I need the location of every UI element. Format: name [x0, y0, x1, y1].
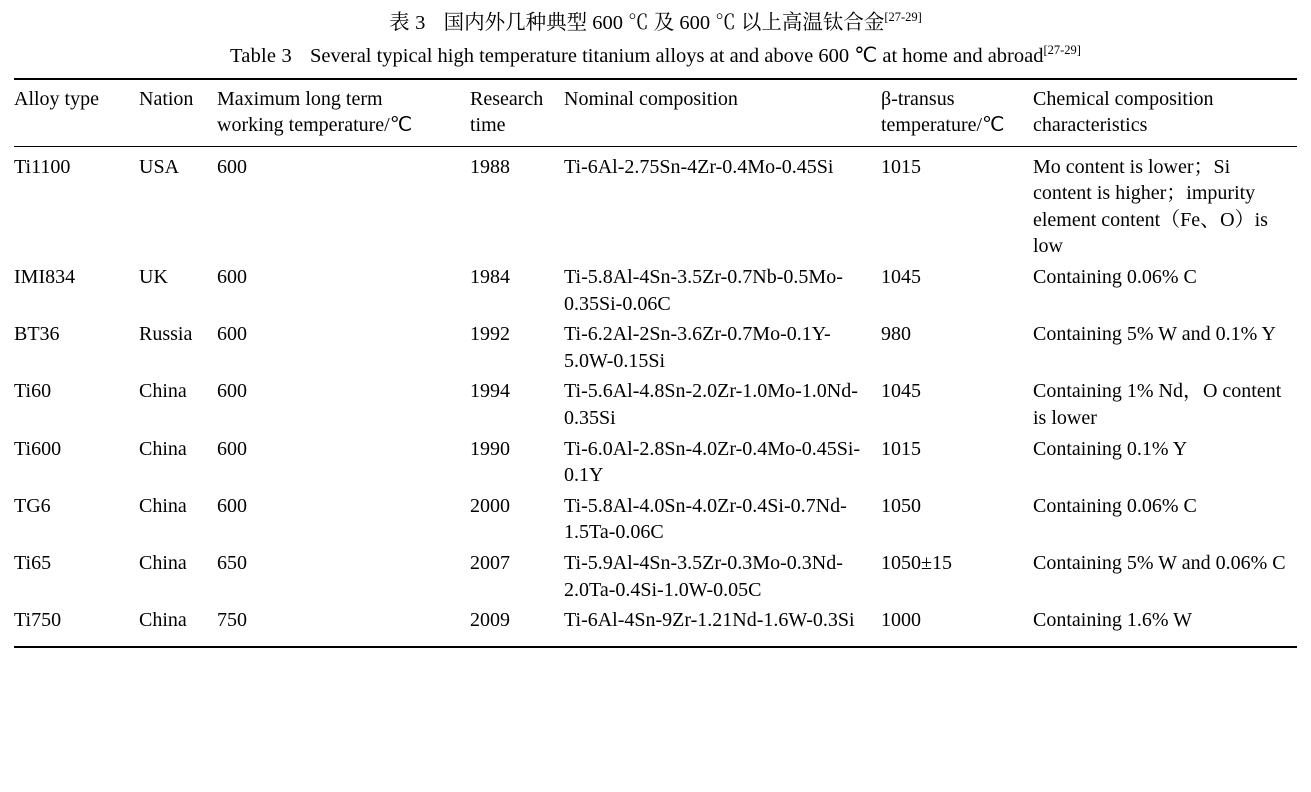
cell-research-time: 1992 [470, 323, 510, 346]
table-row [14, 319, 1297, 376]
column-header-chemical-composition-characteristics-line1: Chemical composition [1033, 87, 1214, 110]
cell-chemical-composition-characteristics: Mo content is lower；Si content is higher；impurity element content（Fe、O）is low [1033, 155, 1268, 258]
column-header-max-working-temperature-line1: Maximum long term [217, 87, 383, 110]
table-row [14, 491, 1297, 548]
cell-nation: Russia [139, 323, 193, 346]
cell-nation: UK [139, 266, 168, 289]
column-header-max-working-temperature-line2: working temperature/℃ [217, 114, 413, 137]
caption-chinese-reference: [27-29] [884, 10, 922, 25]
cell-beta-transus-temperature: 1015 [881, 437, 921, 460]
cell-research-time: 2007 [470, 552, 510, 574]
column-header-beta-transus-temperature-line2: temperature/℃ [881, 114, 1005, 137]
column-header-alloy-type-line1: Alloy type [14, 87, 99, 110]
cell-max-working-temperature: 750 [217, 609, 247, 632]
cell-beta-transus-temperature: 1045 [881, 266, 921, 289]
table-row [14, 146, 1297, 262]
cell-alloy-type: IMI834 [14, 266, 76, 289]
alloys-table [14, 78, 1297, 646]
column-header-beta-transus-temperature [881, 79, 1033, 147]
table-row [14, 548, 1297, 605]
cell-alloy-type: Ti65 [14, 552, 52, 574]
cell-beta-transus-temperature: 1050±15 [881, 552, 952, 574]
cell-nation: China [139, 552, 187, 574]
cell-nominal-composition: Ti-5.9Al-4Sn-3.5Zr-0.3Mo-0.3Nd-2.0Ta-0.4Si-1.0W-0.05C [564, 552, 843, 601]
column-header-nominal-composition-line1: Nominal composition [564, 87, 738, 110]
cell-nation: USA [139, 155, 180, 178]
cell-nominal-composition: Ti-6Al-4Sn-9Zr-1.21Nd-1.6W-0.3Si [564, 609, 855, 632]
cell-research-time: 1994 [470, 380, 510, 403]
caption-english-label: Table 3 [230, 44, 293, 67]
table-header [14, 79, 1297, 147]
cell-chemical-composition-characteristics: Containing 5% W and 0.06% C [1033, 552, 1286, 574]
column-header-research-time-line2: time [470, 114, 506, 137]
caption-chinese [14, 8, 1297, 39]
cell-nation: China [139, 437, 187, 460]
table-row [14, 376, 1297, 433]
caption-chinese-text: 国内外几种典型 600 ℃ 及 600 ℃ 以上高温钛合金 [443, 12, 885, 34]
caption-chinese-label: 表 3 [389, 12, 426, 34]
column-header-nominal-composition [564, 79, 881, 147]
cell-nominal-composition: Ti-5.8Al-4.0Sn-4.0Zr-0.4Si-0.7Nd-1.5Ta-0.06C [564, 494, 847, 544]
cell-nominal-composition: Ti-5.8Al-4Sn-3.5Zr-0.7Nb-0.5Mo-0.35Si-0.06C [564, 266, 843, 315]
cell-chemical-composition-characteristics: Containing 0.06% C [1033, 494, 1197, 517]
cell-alloy-type: Ti750 [14, 609, 62, 632]
cell-nominal-composition: Ti-6Al-2.75Sn-4Zr-0.4Mo-0.45Si [564, 155, 834, 178]
column-header-nation [139, 79, 217, 147]
column-header-chemical-composition-characteristics [1033, 79, 1297, 147]
cell-nominal-composition: Ti-6.0Al-2.8Sn-4.0Zr-0.4Mo-0.45Si-0.1Y [564, 437, 861, 487]
cell-nominal-composition: Ti-6.2Al-2Sn-3.6Zr-0.7Mo-0.1Y-5.0W-0.15Si [564, 323, 831, 372]
table-header-row [14, 79, 1297, 147]
cell-max-working-temperature: 600 [217, 323, 247, 346]
table-body [14, 146, 1297, 646]
cell-max-working-temperature: 600 [217, 437, 247, 460]
cell-nation: China [139, 494, 187, 517]
cell-research-time: 2009 [470, 609, 510, 632]
cell-alloy-type: Ti600 [14, 437, 62, 460]
cell-research-time: 1990 [470, 437, 510, 460]
column-header-research-time-line1: Research [470, 87, 544, 110]
cell-chemical-composition-characteristics: Containing 0.1% Y [1033, 437, 1188, 460]
cell-max-working-temperature: 600 [217, 266, 247, 289]
cell-beta-transus-temperature: 1050 [881, 494, 921, 517]
cell-nation: China [139, 609, 187, 632]
column-header-nation-line1: Nation [139, 87, 194, 110]
cell-max-working-temperature: 600 [217, 380, 247, 403]
cell-research-time: 1984 [470, 266, 510, 289]
cell-beta-transus-temperature: 980 [881, 323, 911, 346]
caption-english-reference: [27-29] [1043, 42, 1081, 57]
table-row [14, 434, 1297, 491]
table-row [14, 605, 1297, 646]
cell-chemical-composition-characteristics: Containing 1% Nd，O content is lower [1033, 380, 1282, 430]
caption-english-text: Several typical high temperature titanium alloys at and above 600 ℃ at home and abroad [310, 44, 1044, 67]
cell-max-working-temperature: 650 [217, 552, 247, 574]
cell-nation: China [139, 380, 187, 403]
table-bottom-rule [14, 646, 1297, 648]
cell-max-working-temperature: 600 [217, 494, 247, 517]
cell-beta-transus-temperature: 1045 [881, 380, 921, 403]
cell-chemical-composition-characteristics: Containing 0.06% C [1033, 266, 1197, 289]
column-header-chemical-composition-characteristics-line2: characteristics [1033, 114, 1148, 137]
cell-alloy-type: TG6 [14, 494, 51, 517]
column-header-research-time [470, 79, 564, 147]
cell-chemical-composition-characteristics: Containing 1.6% W [1033, 609, 1193, 632]
cell-alloy-type: Ti60 [14, 380, 52, 403]
column-header-beta-transus-temperature-line1: β-transus [881, 87, 955, 110]
column-header-alloy-type [14, 79, 139, 147]
caption-english [14, 41, 1297, 72]
cell-alloy-type: Ti1100 [14, 155, 71, 178]
cell-alloy-type: BT36 [14, 323, 60, 346]
cell-max-working-temperature: 600 [217, 155, 247, 178]
cell-nominal-composition: Ti-5.6Al-4.8Sn-2.0Zr-1.0Mo-1.0Nd-0.35Si [564, 380, 858, 430]
column-header-max-working-temperature [217, 79, 470, 147]
table-row [14, 262, 1297, 319]
cell-chemical-composition-characteristics: Containing 5% W and 0.1% Y [1033, 323, 1276, 346]
cell-beta-transus-temperature: 1015 [881, 155, 921, 178]
cell-research-time: 2000 [470, 494, 510, 517]
cell-beta-transus-temperature: 1000 [881, 609, 921, 632]
cell-research-time: 1988 [470, 155, 510, 178]
